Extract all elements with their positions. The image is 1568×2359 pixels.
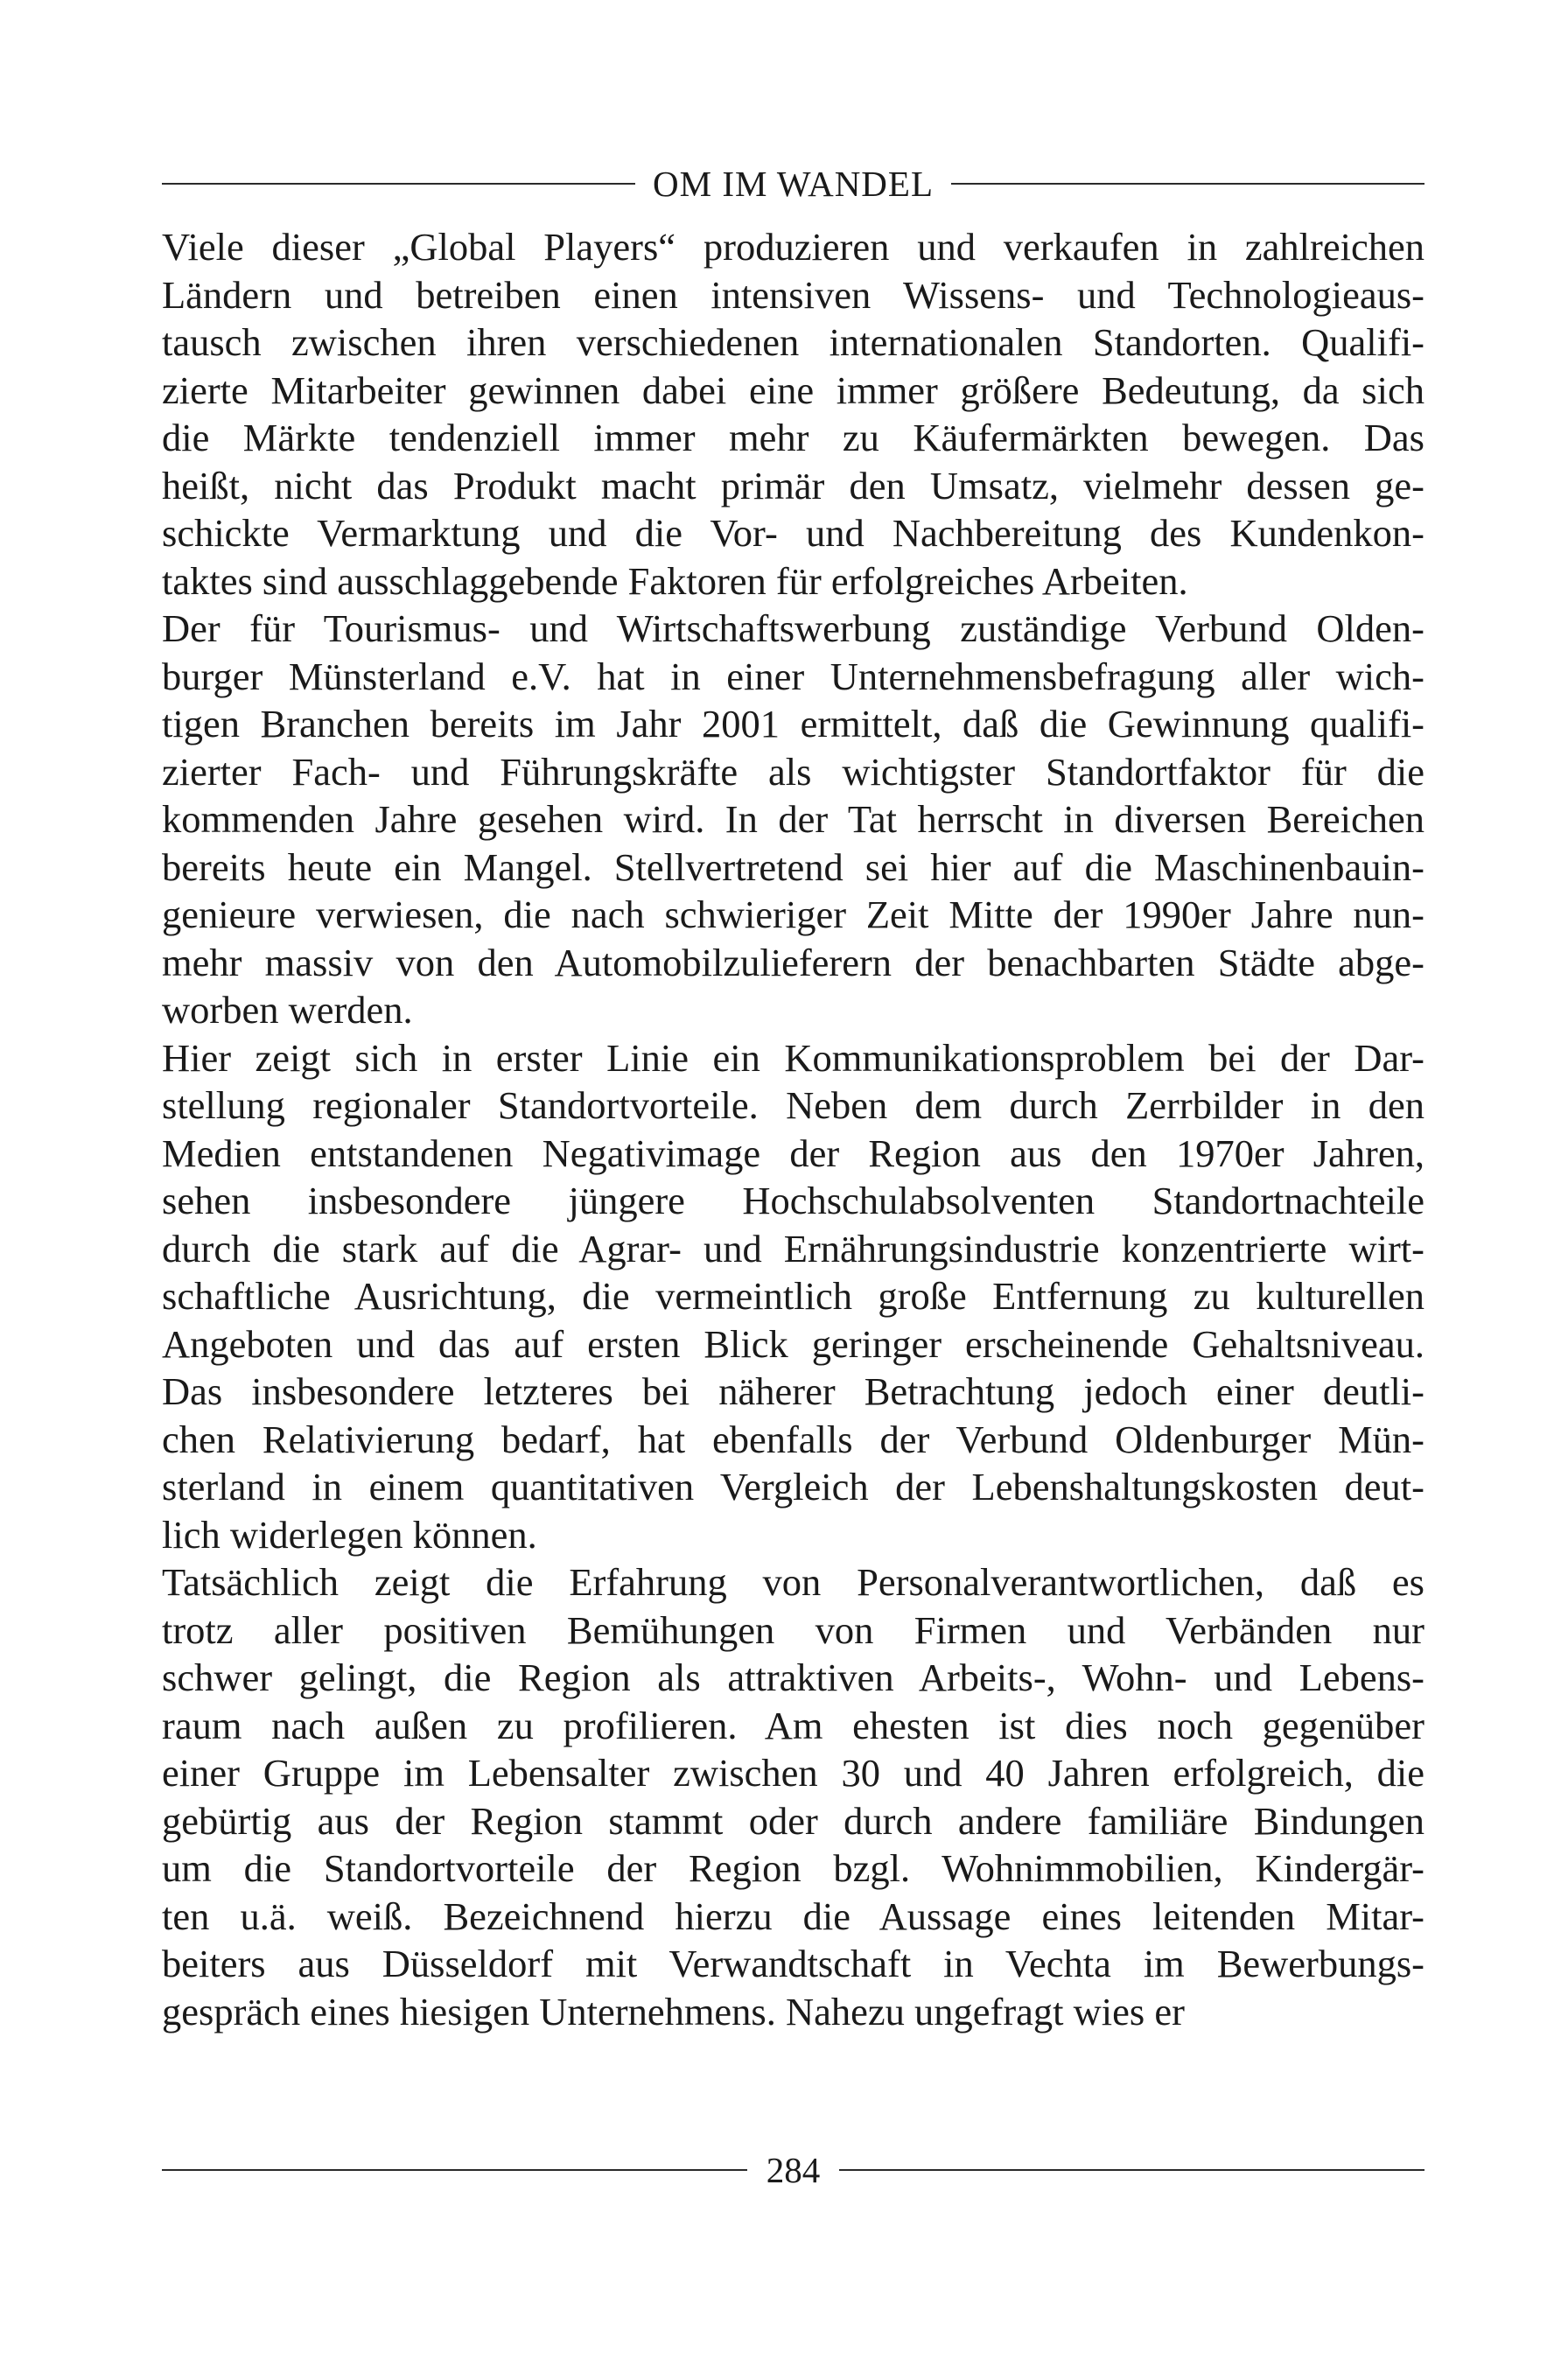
text-line: sehen insbesondere jüngere Hochschulabsolventen Standortnachteile [162, 1179, 1424, 1222]
text-line: Das insbesondere letzteres bei näherer Betrachtung jedoch einer deutli- [162, 1369, 1424, 1413]
text-line: zierter Fach- und Führungskräfte als wichtigster Standortfaktor für die [162, 749, 1424, 794]
text-line: Hier zeigt sich in erster Linie ein Kommunikationsproblem bei der Dar- [162, 1035, 1424, 1080]
text-line: heißt, nicht das Produkt macht primär den Umsatz, vielmehr dessen ge- [162, 463, 1424, 508]
text-line: tigen Branchen bereits im Jahr 2001 ermittelt, daß die Gewinnung qualifi- [162, 702, 1424, 746]
footer-rule-left [162, 2169, 747, 2171]
page-number: 284 [766, 2150, 821, 2190]
text-line: mehr massiv von den Automobilzulieferern der benachbarten Städte abge- [162, 940, 1424, 984]
text-line: sterland in einem quantitativen Vergleich der Lebenshaltungskosten deut- [162, 1465, 1424, 1508]
text-line: schaftliche Ausrichtung, die vermeintlich große Entfernung zu kulturellen [162, 1274, 1424, 1318]
footer-rule-right [839, 2169, 1424, 2171]
text-line: beiters aus Düsseldorf mit Verwandtschaft in Vechta im Bewerbungs- [162, 1942, 1424, 1985]
text-line: gebürtig aus der Region stammt oder durch andere familiäre Bindungen [162, 1798, 1424, 1843]
text-line: zierte Mitarbeiter gewinnen dabei eine immer größere Bedeutung, da sich [162, 368, 1424, 412]
text-line: worben werden. [162, 988, 413, 1032]
text-line: Der für Tourismus- und Wirtschaftswerbung zuständige Verbund Olden- [162, 606, 1424, 650]
page-footer [162, 2148, 1424, 2192]
running-head-title: OM IM WANDEL [653, 164, 934, 204]
text-line: durch die stark auf die Agrar- und Ernährungsindustrie konzentrierte wirt- [162, 1226, 1424, 1270]
text-line: Viele dieser „Global Players“ produzieren und verkaufen in zahlreichen [162, 225, 1424, 269]
text-line: burger Münsterland e.V. hat in einer Unternehmensbefragung aller wich- [162, 654, 1424, 698]
text-line: schwer gelingt, die Region als attraktiven Arbeits-, Wohn- und Lebens- [162, 1656, 1424, 1699]
text-line: ten u.ä. weiß. Bezeichnend hierzu die Aussage eines leitenden Mitar- [162, 1894, 1424, 1938]
text-line: taktes sind ausschlaggebende Faktoren für erfolgreiches Arbeiten. [162, 558, 1188, 603]
text-line: um die Standortvorteile der Region bzgl. Wohnimmobilien, Kindergär- [162, 1846, 1424, 1890]
running-head-rule-right [951, 183, 1424, 185]
body-text [162, 223, 1424, 2035]
text-line: Ländern und betreiben einen intensiven Wissens- und Technologieaus- [162, 272, 1424, 317]
text-line: schickte Vermarktung und die Vor- und Nachbereitung des Kundenkon- [162, 511, 1424, 555]
text-line: trotz aller positiven Bemühungen von Firmen und Verbänden nur [162, 1607, 1424, 1652]
paragraph [162, 1558, 1424, 2035]
text-line: Angeboten und das auf ersten Blick geringer erscheinende Gehaltsniveau. [162, 1321, 1424, 1366]
text-line: chen Relativierung bedarf, hat ebenfalls der Verbund Oldenburger Mün- [162, 1417, 1424, 1461]
text-line: Tatsächlich zeigt die Erfahrung von Personalverantwortlichen, daß es [162, 1560, 1424, 1604]
text-line: raum nach außen zu profilieren. Am ehesten ist dies noch gegenüber [162, 1703, 1424, 1747]
text-line: gespräch eines hiesigen Unternehmens. Nahezu ungefragt wies er [162, 1989, 1185, 2034]
text-line: einer Gruppe im Lebensalter zwischen 30 und 40 Jahren erfolgreich, die [162, 1751, 1424, 1795]
running-head [162, 162, 1424, 206]
text-line: stellung regionaler Standortvorteile. Neben dem durch Zerrbilder in den [162, 1083, 1424, 1127]
paragraph [162, 605, 1424, 1034]
running-head-rule-left [162, 183, 635, 185]
text-line: lich widerlegen können. [162, 1512, 537, 1557]
text-line: Medien entstandenen Negativimage der Region aus den 1970er Jahren, [162, 1130, 1424, 1175]
text-line: die Märkte tendenziell immer mehr zu Käufermärkten bewegen. Das [162, 416, 1424, 459]
text-line: genieure verwiesen, die nach schwieriger Zeit Mitte der 1990er Jahre nun- [162, 892, 1424, 936]
paragraph [162, 223, 1424, 605]
text-line: tausch zwischen ihren verschiedenen internationalen Standorten. Qualifi- [162, 320, 1424, 364]
text-line: kommenden Jahre gesehen wird. In der Tat herrscht in diversen Bereichen [162, 797, 1424, 841]
paragraph [162, 1034, 1424, 1559]
text-line: bereits heute ein Mangel. Stellvertretend sei hier auf die Maschinenbauin- [162, 844, 1424, 889]
